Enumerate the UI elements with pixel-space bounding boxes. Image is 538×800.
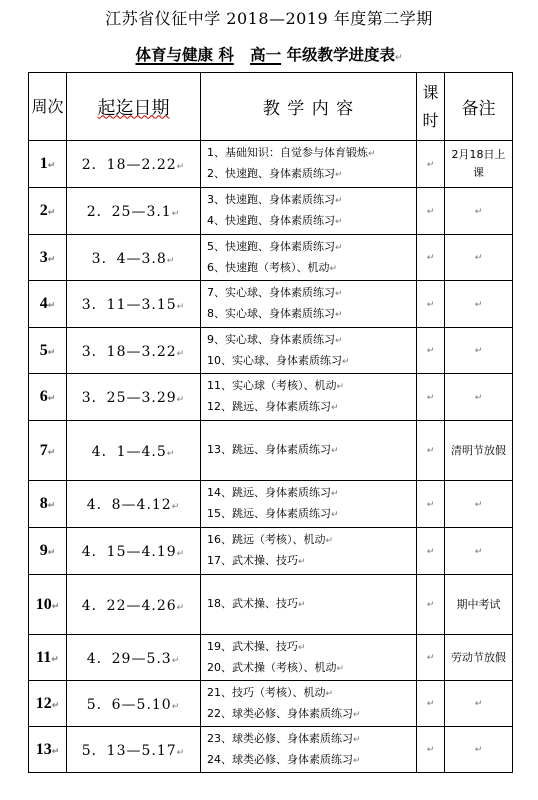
notes-text: 2月18日上课 [451,148,506,179]
date-range [67,328,201,374]
hours-cell [417,481,445,528]
lesson-item [207,304,416,325]
notes-cell [445,528,513,575]
lesson-item-text: 18、武术操、技巧 [207,597,298,610]
lesson-content [201,481,417,528]
week-number-text: 8 [39,495,48,512]
week-number-text: 13 [35,740,52,758]
lesson-item [207,258,416,279]
date-range [67,681,201,727]
table-row [29,481,513,528]
lesson-item [207,594,416,615]
paragraph-mark: ↵ [368,149,376,159]
header-hours [417,73,445,141]
lesson-item [207,440,416,461]
date-range [67,188,201,235]
lesson-item [207,483,416,504]
paragraph-mark: ↵ [426,159,435,170]
paragraph-mark: ↵ [474,546,483,557]
week-number-text: 6 [39,388,48,405]
paragraph-mark: ↵ [394,53,403,63]
date-range [67,235,201,281]
lesson-item [207,551,416,572]
header-notes [445,73,513,141]
paragraph-mark: ↵ [47,301,56,311]
date-range [67,481,201,528]
lesson-content [201,235,417,281]
lesson-item-text: 13、跳远、身体素质练习 [207,443,331,456]
date-range-text: 3．4—3.8 [91,250,167,267]
grade-name: 高一 [250,46,282,64]
lesson-content [201,727,417,773]
paragraph-mark: ↵ [426,499,435,510]
lesson-content [201,374,417,421]
lesson-item-text: 2、快速跑、身体素质练习 [207,167,335,180]
paragraph-mark: ↵ [331,510,339,520]
lesson-item-text: 1、基础知识：自觉参与体育锻炼 [207,146,368,159]
date-range [67,727,201,773]
lesson-item-text: 8、实心球、身体素质练习 [207,307,335,320]
week-number [29,635,67,681]
lesson-item-text: 11、实心球（考核）、机动 [207,379,337,392]
notes-cell [445,328,513,374]
date-range [67,374,201,421]
week-number-text: 7 [39,441,48,459]
hours-cell [417,188,445,235]
header-dates [67,73,201,141]
notes-cell [445,281,513,328]
lesson-item-text: 23、球类必修、身体素质练习 [207,731,353,745]
paragraph-mark: ↵ [176,162,186,172]
paragraph-mark: ↵ [426,699,435,709]
week-number-text: 11 [36,648,52,666]
lesson-content [201,141,417,188]
week-number [29,575,67,635]
lesson-item [207,704,416,725]
schedule-heading [0,43,538,65]
paragraph-mark: ↵ [426,745,435,755]
notes-cell [445,575,513,635]
hours-cell [417,421,445,481]
paragraph-mark: ↵ [335,170,343,180]
date-range [67,281,201,328]
lesson-item-text: 4、快速跑、身体素质练习 [207,214,335,227]
lesson-item [207,504,416,525]
week-number [29,235,67,281]
paragraph-mark: ↵ [176,348,186,359]
paragraph-mark: ↵ [298,557,306,567]
notes-cell [445,727,513,773]
notes-text: 劳动节放假 [451,650,506,664]
lesson-item [207,376,416,397]
paragraph-mark: ↵ [335,289,343,299]
header-dates-label: 起迄日期 [97,97,170,119]
table-row [29,681,513,727]
week-number-text: 10 [35,595,52,613]
date-range [67,421,201,481]
hours-cell [417,281,445,328]
paragraph-mark: ↵ [331,446,339,456]
paragraph-mark: ↵ [47,447,56,458]
lesson-item [207,750,416,771]
paragraph-mark: ↵ [51,601,60,612]
paragraph-mark: ↵ [47,254,56,265]
paragraph-mark: ↵ [47,501,56,511]
lesson-content [201,281,417,328]
paragraph-mark: ↵ [342,356,350,367]
paragraph-mark: ↵ [166,255,176,266]
notes-cell [445,141,513,188]
date-range [67,575,201,635]
lesson-item-text: 16、跳远（考核）、机动 [207,533,326,546]
paragraph-mark: ↵ [426,392,435,403]
paragraph-mark: ↵ [353,709,361,720]
table-row [29,188,513,235]
paragraph-mark: ↵ [426,253,435,263]
week-number-text: 2 [39,202,48,219]
week-number-text: 12 [35,694,52,712]
schedule-table [28,72,513,773]
lesson-item [207,397,416,418]
hours-cell [417,635,445,681]
header-week-label: 周次 [31,96,64,116]
paragraph-mark: ↵ [474,499,483,510]
notes-cell [445,681,513,727]
date-range [67,635,201,681]
table-row [29,421,513,481]
lesson-content [201,635,417,681]
table-row [29,374,513,421]
lesson-item-text: 5、快速跑、身体素质练习 [207,239,335,253]
notes-cell [445,421,513,481]
lesson-content [201,681,417,727]
paragraph-mark: ↵ [51,746,60,757]
paragraph-mark: ↵ [426,206,435,217]
lesson-item-text: 15、跳远、身体素质练习 [207,507,331,520]
subject-name: 体育与健康 科 [135,46,234,64]
week-number [29,528,67,575]
paragraph-mark: ↵ [176,602,186,613]
paragraph-mark: ↵ [171,502,181,512]
paragraph-mark: ↵ [166,448,176,459]
date-range-text: 2．25—3.1 [86,204,172,220]
hours-cell [417,141,445,188]
paragraph-mark: ↵ [474,206,483,217]
lesson-item [207,164,416,185]
notes-cell [445,235,513,281]
paragraph-mark: ↵ [335,335,343,346]
week-number-text: 3 [39,248,48,266]
notes-cell [445,635,513,681]
lesson-item-text: 7、实心球、身体素质练习 [207,286,335,299]
paragraph-mark: ↵ [426,346,435,356]
week-number-text: 5 [39,341,48,359]
week-number [29,328,67,374]
paragraph-mark: ↵ [171,701,181,712]
week-number-text: 9 [39,542,48,559]
paragraph-mark: ↵ [176,395,186,405]
paragraph-mark: ↵ [335,196,343,206]
paragraph-mark: ↵ [474,253,483,263]
hours-cell [417,235,445,281]
lesson-item [207,683,416,704]
paragraph-mark: ↵ [353,734,361,745]
table-row [29,528,513,575]
table-row [29,575,513,635]
paragraph-mark: ↵ [171,655,181,666]
header-notes-label: 备注 [461,99,496,119]
date-range [67,528,201,575]
paragraph-mark: ↵ [176,747,186,758]
lesson-item [207,658,416,679]
paragraph-mark: ↵ [426,446,435,456]
date-range-text: 4．1—4.5 [91,443,167,460]
lesson-item [207,637,416,658]
document-title: 江苏省仪征中学 2018—2019 年度第二学期 [105,9,433,28]
lesson-item-text: 10、实心球、身体素质练习 [207,353,342,367]
paragraph-mark: ↵ [47,161,56,171]
week-number [29,681,67,727]
lesson-item [207,211,416,232]
notes-cell [445,188,513,235]
paragraph-mark: ↵ [331,403,339,413]
table-row [29,727,513,773]
paragraph-mark: ↵ [325,536,334,546]
date-range-text: 3．18—3.22 [81,343,177,360]
schedule-body [29,141,513,773]
date-range-text: 3．25—3.29 [81,390,177,406]
hours-cell [417,328,445,374]
lesson-item-text: 20、武术操（考核）、机动 [207,660,337,674]
paragraph-mark: ↵ [329,263,338,274]
paragraph-mark: ↵ [474,346,483,356]
lesson-item-text: 12、跳远、身体素质练习 [207,400,331,413]
heading-suffix: 年级教学进度表 [281,46,395,64]
notes-text: 清明节放假 [451,443,506,457]
date-range-text: 4．8—4.12 [86,497,172,513]
lesson-item-text: 21、技巧（考核）、机动 [207,685,326,699]
table-row [29,635,513,681]
lesson-item [207,729,416,750]
lesson-item [207,283,416,304]
paragraph-mark: ↵ [171,209,181,219]
week-number [29,481,67,528]
header-content-label: 教 学 内 容 [262,99,355,119]
hours-cell [417,727,445,773]
paragraph-mark: ↵ [426,299,435,310]
date-range-text: 5．6—5.10 [86,696,172,713]
paragraph-mark: ↵ [47,548,56,558]
paragraph-mark: ↵ [298,600,306,610]
week-number [29,727,67,773]
lesson-item [207,330,416,351]
table-row [29,328,513,374]
hours-cell [417,575,445,635]
paragraph-mark: ↵ [176,302,186,312]
lesson-item [207,190,416,211]
lesson-content [201,528,417,575]
paragraph-mark: ↵ [335,310,343,320]
lesson-item-text: 22、球类必修、身体素质练习 [207,706,353,720]
paragraph-mark: ↵ [331,489,339,499]
lesson-item-text: 24、球类必修、身体素质练习 [207,752,353,766]
table-header-row [29,73,513,141]
date-range-text: 2．18—2.22 [81,157,177,173]
paragraph-mark: ↵ [336,382,345,392]
paragraph-mark: ↵ [335,242,343,253]
hours-cell [417,681,445,727]
lesson-item [207,143,416,164]
lesson-item [207,237,416,258]
paragraph-mark: ↵ [353,755,361,766]
paragraph-mark: ↵ [474,392,483,403]
lesson-content [201,328,417,374]
lesson-item [207,351,416,372]
paragraph-mark: ↵ [474,745,483,755]
notes-cell [445,481,513,528]
paragraph-mark: ↵ [176,549,186,559]
notes-text: 期中考试 [456,597,501,611]
paragraph-mark: ↵ [336,663,345,674]
date-range-text: 3．11—3.15 [81,297,177,313]
lesson-content [201,188,417,235]
table-row [29,281,513,328]
week-number [29,141,67,188]
paragraph-mark: ↵ [51,654,59,665]
paragraph-mark: ↵ [426,546,435,557]
lesson-item [207,530,416,551]
hours-cell [417,528,445,575]
paragraph-mark: ↵ [47,208,56,218]
lesson-item-text: 19、武术操、技巧 [207,639,298,653]
header-week [29,73,67,141]
lesson-content [201,421,417,481]
week-number [29,374,67,421]
header-content [201,73,417,141]
lesson-item-text: 17、武术操、技巧 [207,554,298,567]
lesson-item-text: 3、快速跑、身体素质练习 [207,193,335,206]
date-range-text: 5．13—5.17 [81,742,177,759]
paragraph-mark: ↵ [47,347,56,358]
hours-cell [417,374,445,421]
paragraph-mark: ↵ [51,700,60,711]
week-number [29,188,67,235]
week-number [29,421,67,481]
lesson-item-text: 6、快速跑（考核）、机动 [207,260,330,274]
date-range-text: 4．15—4.19 [81,544,177,560]
paragraph-mark: ↵ [325,688,334,699]
week-number [29,281,67,328]
paragraph-mark: ↵ [474,699,483,709]
table-row [29,235,513,281]
header-hours-label: 课时 [422,82,439,130]
lesson-item-text: 9、实心球、身体素质练习 [207,332,335,346]
date-range [67,141,201,188]
paragraph-mark: ↵ [426,600,435,610]
week-number-text: 1 [39,155,48,172]
lesson-item-text: 14、跳远、身体素质练习 [207,486,331,499]
lesson-content [201,575,417,635]
week-number-text: 4 [39,295,48,312]
paragraph-mark: ↵ [335,217,343,227]
paragraph-mark: ↵ [474,299,483,310]
table-row [29,141,513,188]
date-range-text: 4．22—4.26 [81,597,177,614]
paragraph-mark: ↵ [47,394,56,404]
paragraph-mark: ↵ [298,642,306,653]
paragraph-mark: ↵ [426,653,435,663]
notes-cell [445,374,513,421]
date-range-text: 4．29—5.3 [86,650,172,667]
